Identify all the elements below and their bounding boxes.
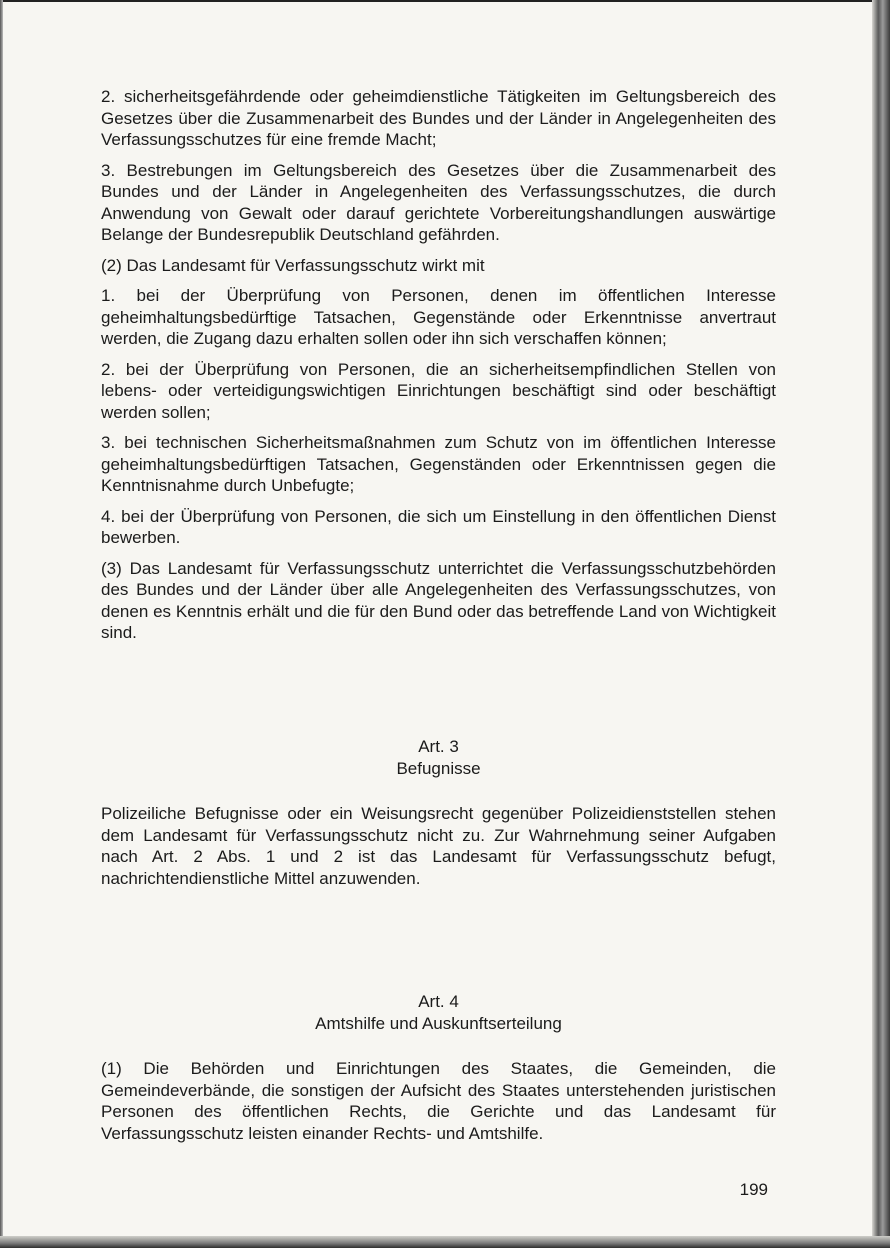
paragraph: 2. bei der Überprüfung von Personen, die an sicherheitsempfindlichen Stellen von lebens- oder verteidigungswichtigen Einrichtungen beschäftigt sind oder beschäftigt werden sollen; <box>101 359 776 422</box>
page-edge-top <box>0 0 872 8</box>
paragraph: Polizeiliche Befugnisse oder ein Weisungsrecht gegenüber Polizeidienststellen stehen dem Landesamt für Verfassungsschutz nicht zu. Zur Wahrnehmung seiner Aufgaben nach Art. 2 Abs. 1 und 2 ist das Landesamt für Verfassungsschutz befugt, nachrichtendienstliche Mittel anzuwenden. <box>101 804 776 888</box>
page-edge-bottom <box>0 1236 890 1248</box>
paragraph: (2) Das Landesamt für Verfassungsschutz wirkt mit <box>101 255 485 275</box>
paragraph: 3. bei technischen Sicherheitsmaßnahmen zum Schutz von im öffentlichen Interesse geheimhaltungsbedürftigen Tatsachen, Gegenständen oder Erkenntnissen gegen die Kenntnisnahme durch Unbefugte; <box>101 433 776 495</box>
paragraph: 3. Bestrebungen im Geltungsbereich des Gesetzes über die Zusammenarbeit des Bundes und der Länder in Angelegenheiten des Verfassungsschutzes, die durch Anwendung von Gewalt oder darauf gerichtete Vorbereitungshandlungen auswärtige Belange der Bundesrepublik Deutschland gefährden. <box>101 160 776 244</box>
article-number: Art. 4 <box>418 992 459 1011</box>
paragraph: 1. bei der Überprüfung von Personen, denen im öffentlichen Interesse geheimhaltungsbedürftige Tatsachen, Gegenstände oder Erkenntnisse anvertraut werden, die Zugang dazu erhalten sollen oder ihn sich verschaffen können; <box>101 286 776 348</box>
paragraph: (3) Das Landesamt für Verfassungsschutz unterrichtet die Verfassungsschutzbehörden des Bundes und der Länder über alle Angelegenheiten des Verfassungsschutzes, von denen es Kenntnis erhält und die für den Bund oder das betreffende Land von Wichtigkeit sind. <box>101 558 776 642</box>
page-edge-right <box>872 0 890 1248</box>
paragraph: (1) Die Behörden und Einrichtungen des Staates, die Gemeinden, die Gemeindeverbände, die sonstigen der Aufsicht des Staates unterstehenden juristischen Personen des öffentlichen Rechts, die Gerichte und das Landesamt für Verfassungsschutz leisten einander Rechts- und Amtshilfe. <box>101 1059 776 1143</box>
article-number: Art. 3 <box>418 737 459 756</box>
page-number: 199 <box>739 1180 768 1199</box>
article-4-heading <box>101 991 776 1034</box>
page-edge-left <box>0 0 3 1240</box>
article-3-body <box>101 803 776 898</box>
paragraph: 4. bei der Überprüfung von Personen, die sich um Einstellung in den öffentlichen Dienst bewerben. <box>101 506 776 547</box>
article-3-heading <box>101 736 776 779</box>
article-4-body <box>101 1058 776 1153</box>
article-title: Befugnisse <box>396 758 481 778</box>
paragraph: 2. sicherheitsgefährdende oder geheimdienstliche Tätigkeiten im Geltungsbereich des Gesetzes über die Zusammenarbeit des Bundes und der Länder in Angelegenheiten des Verfassungsschutzes für eine fremde Macht; <box>101 87 776 149</box>
article-title: Amtshilfe und Auskunftserteilung <box>315 1013 562 1033</box>
top-paragraphs <box>101 86 776 653</box>
